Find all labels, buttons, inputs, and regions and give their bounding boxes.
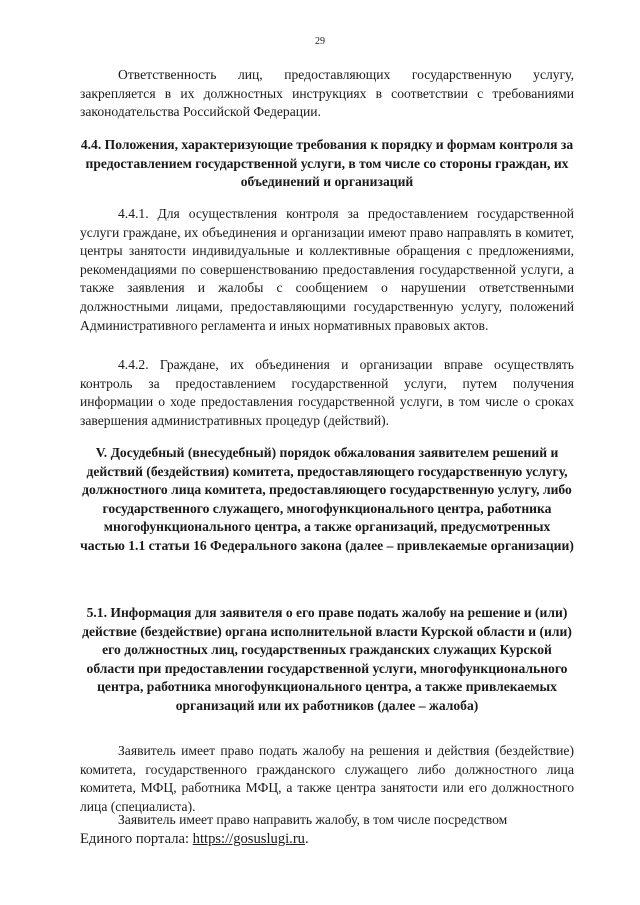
- page-number: 29: [315, 36, 325, 47]
- paragraph-5-1-a: Заявитель имеет право подать жалобу на решения и действия (бездействие) комитета, государственного гражданского служащего либо должностного лица комитета, МФЦ, работника МФЦ, а также центра занятости или его должностного лица (специалиста).: [80, 743, 574, 814]
- section-v-heading: V. Досудебный (внесудебный) порядок обжалования заявителем решений и действий (бездействия) комитета, предоставляющего государственную услугу, должностного лица комитета, предоставляющего государственную услугу, либо государственного служащего, многофункционального центра, работника многофункционального центра, а также организаций, предусмотренных частью 1.1 статьи 16 Федерального закона (далее – привлекаемые организации): [80, 445, 574, 553]
- portal-end: .: [304, 831, 309, 847]
- portal-line: [80, 830, 574, 849]
- paragraph-4-4-1: 4.4.1. Для осуществления контроля за предоставлением государственной услуги граждане, их объединения и организации имеют право направлять в комитет, центры занятости индивидуальные и коллективные обращения с предложениями, рекомендациями по совершенствованию предоставления государственной услуги, а также заявления и жалобы с сообщением о нарушении ответственными должностными лицами, предоставляющими государственную услугу, положений Административного регламента и иных нормативных правовых актов.: [80, 206, 574, 333]
- portal-text: Единого портала:: [80, 831, 193, 847]
- portal-link[interactable]: https://gosuslugi.ru: [192, 831, 305, 847]
- section-4-4-heading: 4.4. Положения, характеризующие требования к порядку и формам контроля за предоставлением государственной услуги, в том числе со стороны граждан, их объединений и организаций: [80, 137, 574, 190]
- paragraph-4-4-2: 4.4.2. Граждане, их объединения и организации вправе осуществлять контроль за предоставлением государственной услуги, путем получения информации о ходе предоставления государственной услуги, в том числе о сроках завершения административных процедур (действий).: [80, 357, 574, 428]
- paragraph-5-1-b: Заявитель имеет право направить жалобу, в том числе посредством: [118, 812, 508, 827]
- section-5-1-heading: 5.1. Информация для заявителя о его праве подать жалобу на решение и (или) действие (бездействие) органа исполнительной власти Курской области и (или) его должностных лиц, государственных гражданских служащих Курской области при предоставлении государственной услуги, многофункционального центра, работника многофункционального центра, а также привлекаемых организаций или их работников (далее – жалоба): [82, 605, 572, 713]
- intro-paragraph: Ответственность лиц, предоставляющих государственную услугу, закрепляется в их должностных инструкциях в соответствии с требованиями законодательства Российской Федерации.: [80, 67, 574, 120]
